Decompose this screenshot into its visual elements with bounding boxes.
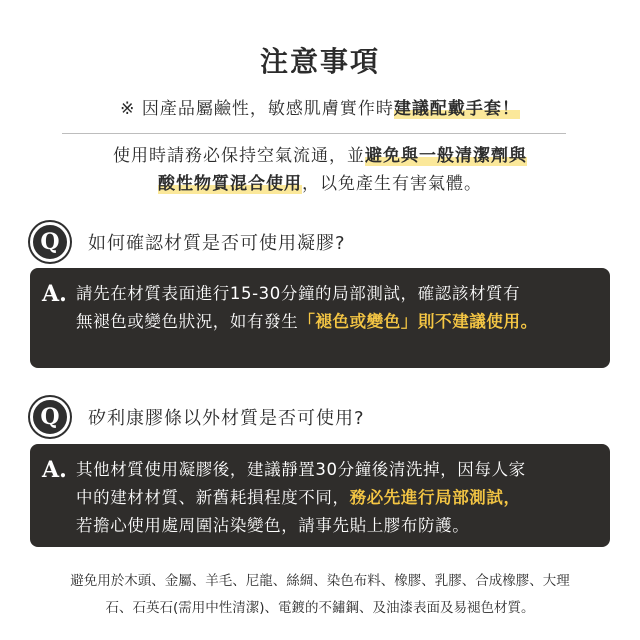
- q-badge-1: Q: [30, 222, 70, 262]
- answer-1-line-1: 請先在材質表面進行15-30分鐘的局部測試，確認該材質有: [76, 284, 521, 303]
- usage-line-1-highlight: 避免與一般清潔劑與: [365, 146, 527, 166]
- usage-note: [0, 142, 640, 198]
- answer-1-text: [76, 280, 538, 368]
- a-mark-2: A.: [42, 457, 67, 483]
- answer-2-line-1: 其他材質使用凝膠後，建議靜置30分鐘後清洗掉，因每人家: [76, 460, 526, 479]
- usage-line-1-text: 使用時請務必保持空氣流通，並: [113, 146, 365, 166]
- divider: [62, 133, 566, 134]
- material-notice-line-2: 石、石英石(需用中性清潔)、電鍍的不鏽鋼、及油漆表面及易褪色材質。: [105, 600, 535, 616]
- answer-2-text: [76, 456, 526, 547]
- glove-warning-highlight: 建議配戴手套！: [393, 99, 520, 119]
- usage-line-2-highlight: 酸性物質混合使用: [158, 174, 302, 194]
- material-notice-line-1: 避免用於木頭、金屬、羊毛、尼龍、絲綢、染色布料、橡膠、乳膠、合成橡膠、大理: [70, 573, 570, 589]
- answer-1-highlight: 「褪色或變色」則不建議使用。: [298, 312, 538, 331]
- glove-warning: [0, 94, 640, 119]
- answer-1: [30, 268, 610, 368]
- question-2-text: 矽利康膠條以外材質是否可使用?: [88, 408, 365, 429]
- question-1-text: 如何確認材質是否可使用凝膠?: [88, 233, 346, 254]
- answer-2-line-2-text: 中的建材材質、新舊耗損程度不同，: [76, 488, 350, 507]
- page-title: 注意事項: [259, 45, 380, 78]
- question-2: [30, 397, 610, 437]
- answer-2-line-2: [76, 484, 526, 512]
- answer-2: [30, 444, 610, 547]
- glove-warning-text: ※ 因產品屬鹼性，敏感肌膚實作時: [120, 99, 394, 119]
- answer-1-line-2-text: 無褪色或變色狀況，如有發生: [76, 312, 299, 331]
- usage-line-2-text: ，以免產生有害氣體。: [302, 174, 482, 194]
- material-notice: [0, 568, 640, 622]
- answer-1-line-2: [76, 308, 538, 336]
- q-badge-2: Q: [30, 397, 70, 437]
- answer-2-line-3: 若擔心使用處周圍沾染變色，請事先貼上膠布防護。: [76, 516, 470, 535]
- a-mark-1: A.: [42, 281, 67, 307]
- answer-2-highlight: 務必先進行局部測試，: [349, 488, 521, 507]
- usage-line-2: [0, 170, 640, 198]
- usage-line-1: [0, 142, 640, 170]
- question-1: [30, 222, 610, 262]
